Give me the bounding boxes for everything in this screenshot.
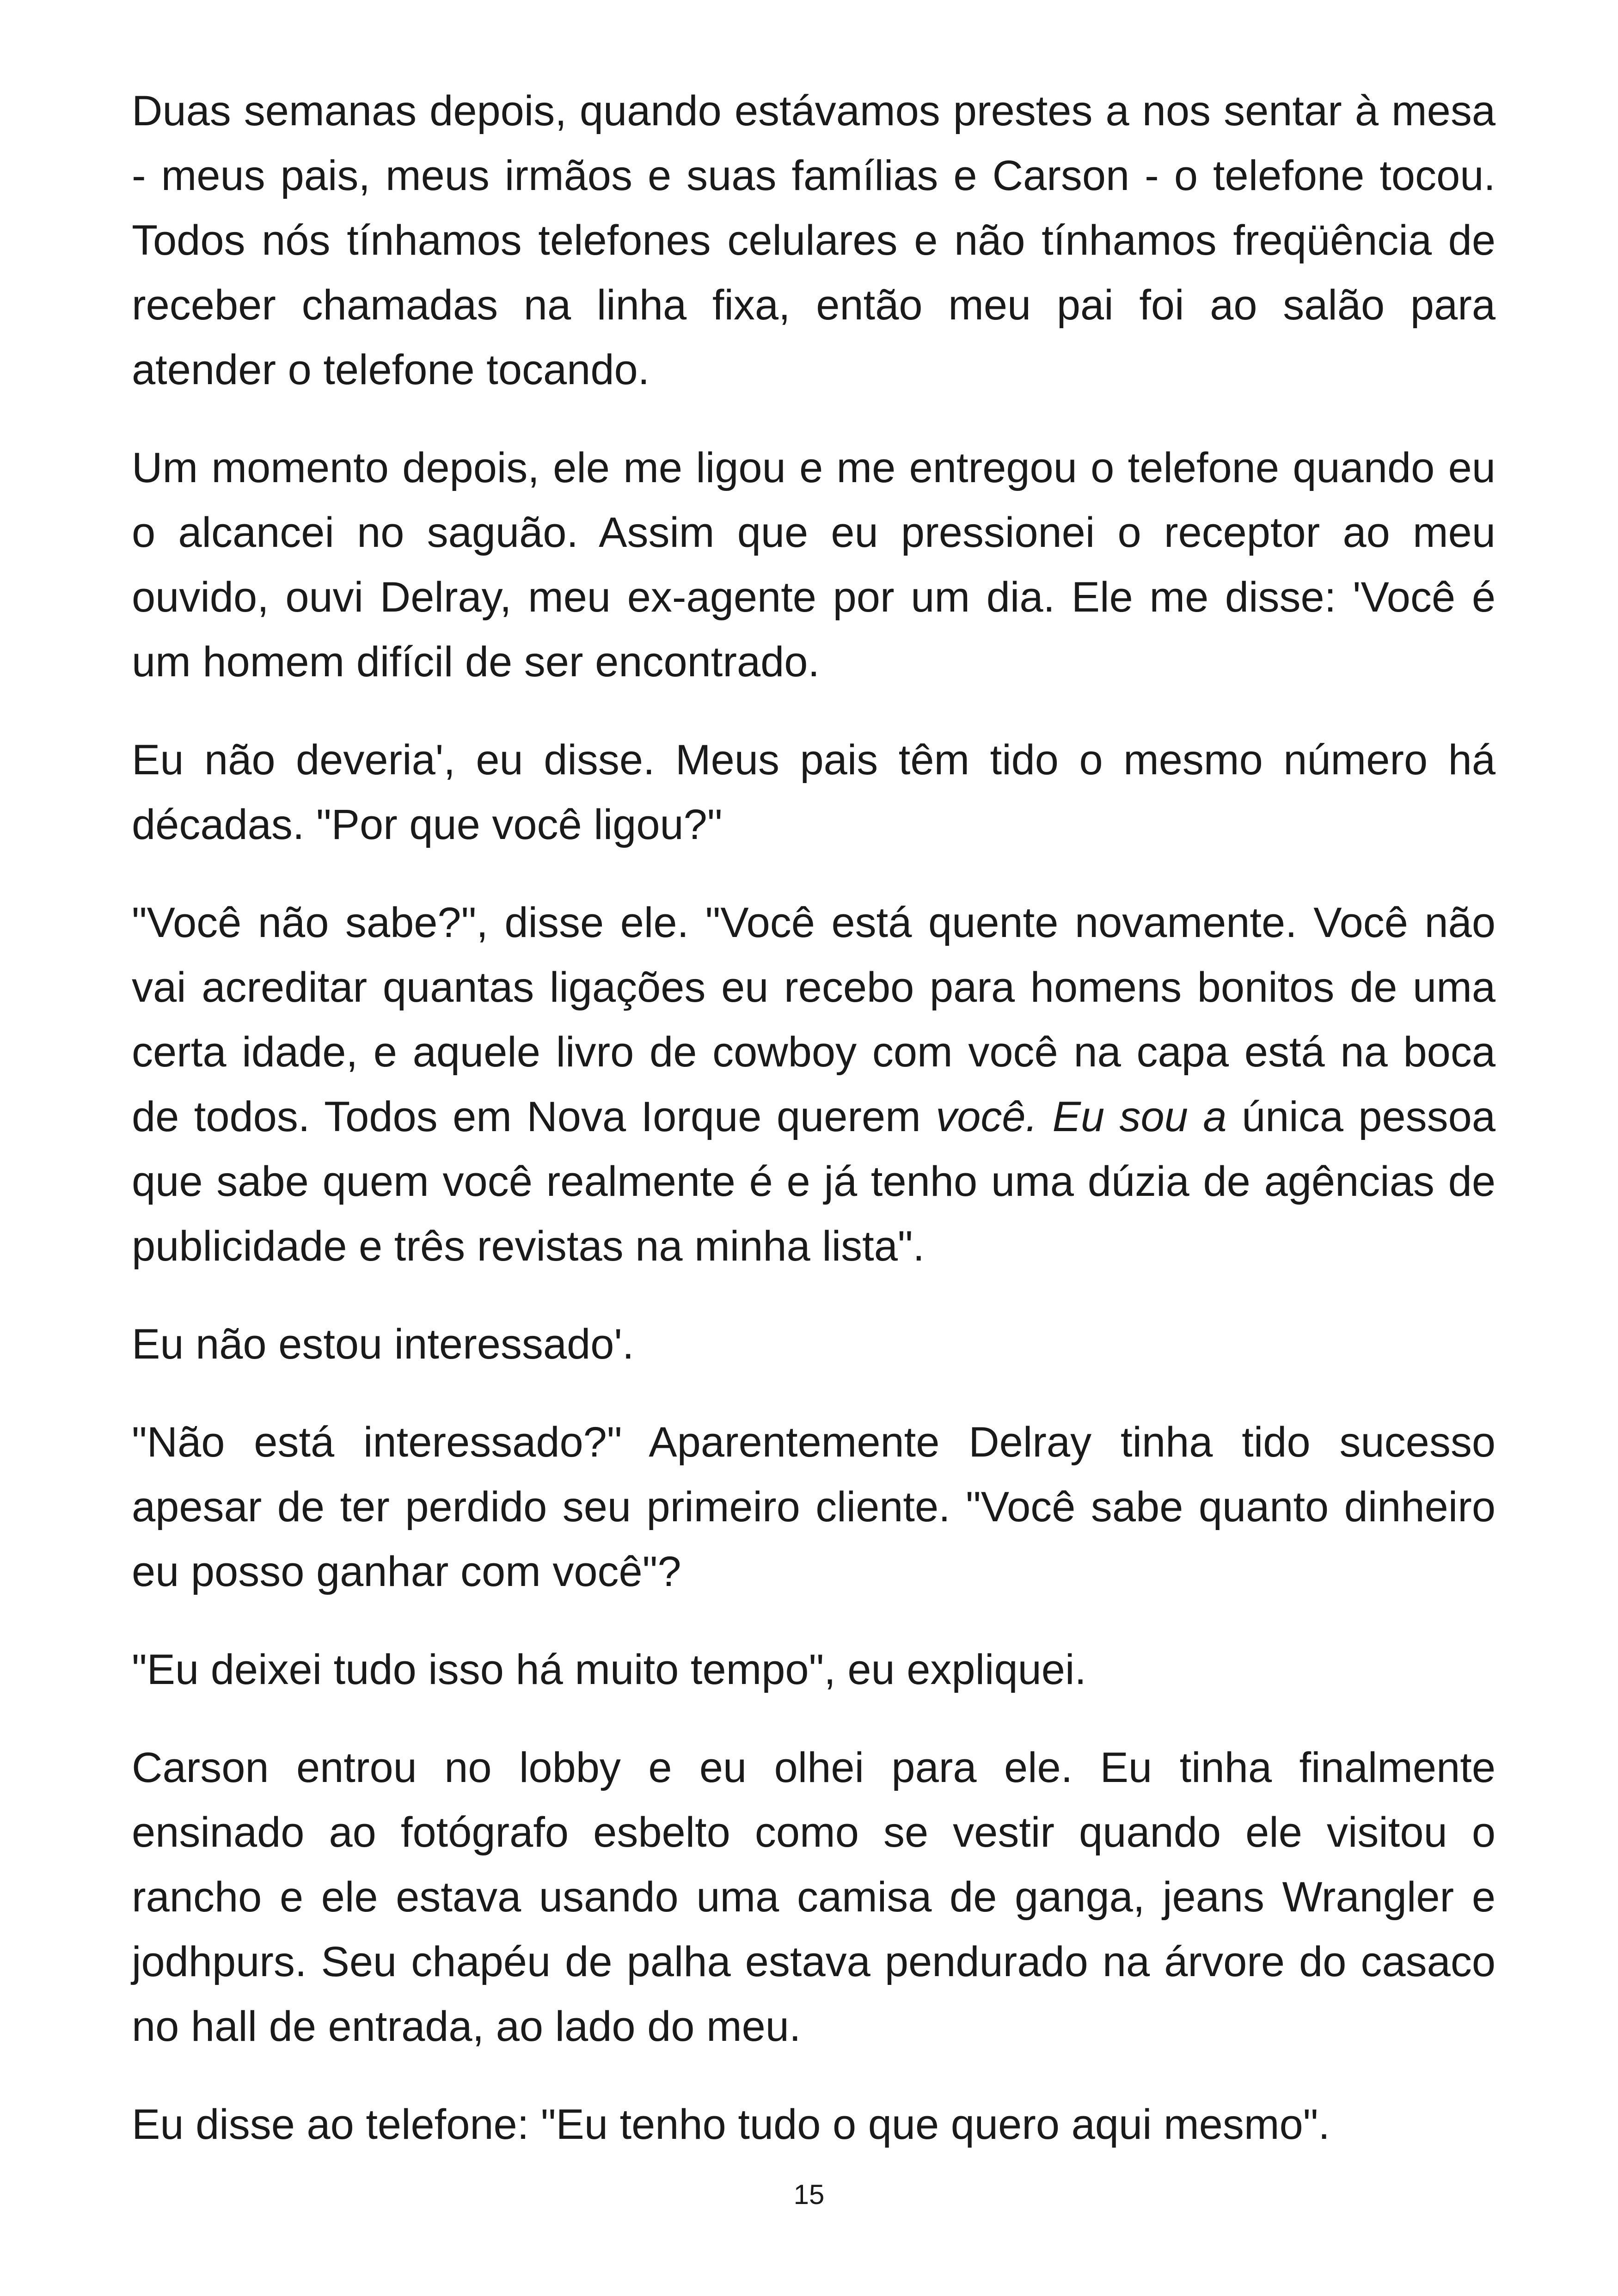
paragraph-text: "Você não sabe?", disse ele. "Você está quente novamente. Você não vai acreditar quantas ligações eu recebo para homens bonitos de uma certa idade, e aquele livro de cowboy com você na capa está na boca de todos. Todos em Nova Iorque querem [132, 899, 1495, 1140]
paragraph: Um momento depois, ele me ligou e me entregou o telefone quando eu o alcancei no saguão. Assim que eu pressionei o receptor ao meu ouvido, ouvi Delray, meu ex-agente por um dia. Ele me disse: 'Você é um homem difícil de ser encontrado. [132, 444, 1495, 686]
paragraph-text: única pessoa que sabe quem você realmente é e já tenho uma dúzia de agências de publicidade e três revistas na minha lista". [132, 1093, 1495, 1270]
paragraph: Carson entrou no lobby e eu olhei para ele. Eu tinha finalmente ensinado ao fotógrafo esbelto como se vestir quando ele visitou o rancho e ele estava usando uma camisa de ganga, jeans Wrangler e jodhpurs. Seu chapéu de palha estava pendurado na árvore do casaco no hall de entrada, ao lado do meu. [132, 1744, 1495, 2050]
page-number: 15 [793, 2179, 825, 2210]
italic-emphasis: você. Eu sou a [936, 1093, 1227, 1140]
paragraph: "Eu deixei tudo isso há muito tempo", eu expliquei. [132, 1646, 1086, 1693]
paragraph: Eu disse ao telefone: "Eu tenho tudo o que quero aqui mesmo". [132, 2101, 1330, 2148]
paragraph: Eu não estou interessado'. [132, 1321, 634, 1368]
paragraph [132, 890, 1495, 1279]
body-text [132, 79, 1495, 2157]
paragraph: Eu não deveria', eu disse. Meus pais têm tido o mesmo número há décadas. "Por que você ligou?" [132, 736, 1495, 848]
paragraph: "Não está interessado?" Aparentemente Delray tinha tido sucesso apesar de ter perdido seu primeiro cliente. "Você sabe quanto dinheiro eu posso ganhar com você"? [132, 1419, 1495, 1595]
paragraph: Duas semanas depois, quando estávamos prestes a nos sentar à mesa - meus pais, meus irmãos e suas famílias e Carson - o telefone tocou. Todos nós tínhamos telefones celulares e não tínhamos freqüência de receber chamadas na linha fixa, então meu pai foi ao salão para atender o telefone tocando. [132, 87, 1495, 393]
